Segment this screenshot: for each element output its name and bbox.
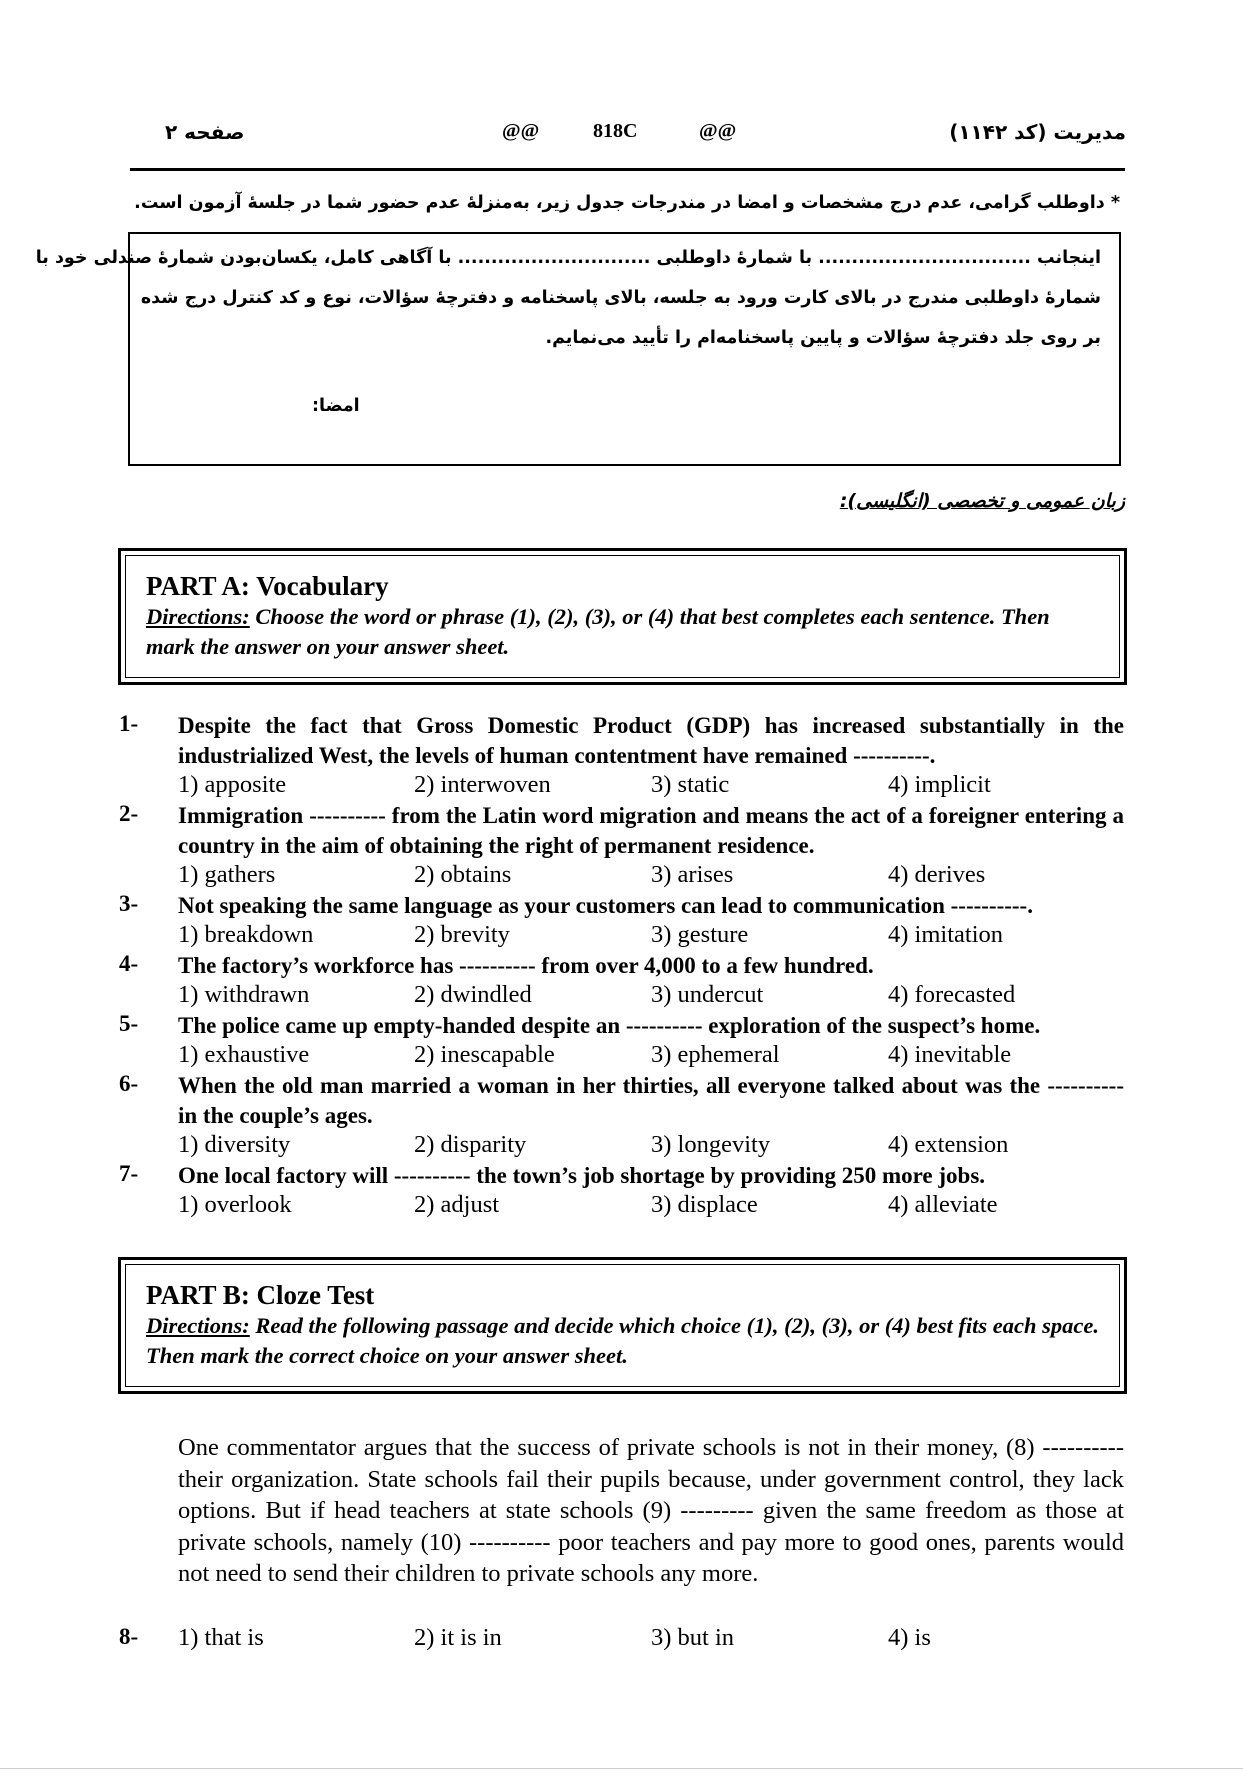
question-stem: Immigration ---------- from the Latin word migration and means the act of a foreigner entering a country in the aim of obtaining the right of permanent residence. <box>178 803 1124 858</box>
part-a-box <box>118 548 1127 685</box>
option-2[interactable]: 2) brevity <box>414 921 510 948</box>
part-a-directions <box>146 602 1099 662</box>
candidate-notice: * داوطلب گرامی، عدم درج مشخصات و امضا در مندرجات جدول زیر، به‌منزلهٔ عدم حضور شما در جلسهٔ آزمون است. <box>134 193 1120 213</box>
option-4[interactable]: 4) forecasted <box>888 981 1016 1008</box>
option-3[interactable]: 3) static <box>651 771 730 798</box>
signature-label: امضا: <box>312 396 360 416</box>
option-1[interactable]: 1) gathers <box>178 861 276 888</box>
part-b-directions <box>146 1311 1099 1371</box>
option-3[interactable]: 3) arises <box>651 861 734 888</box>
page-number: صفحه ۲ <box>165 120 245 144</box>
part-a-directions-label: Directions: <box>146 604 250 629</box>
question-number: 2- <box>119 801 139 826</box>
question-stem: Despite the fact that Gross Domestic Product (GDP) has increased substantially in the industrialized West, the levels of human contentment have remained ----------. <box>178 713 1124 768</box>
question-number: 8- <box>119 1624 139 1649</box>
header-divider <box>130 168 1125 171</box>
option-3[interactable]: 3) gesture <box>651 921 749 948</box>
question-number: 6- <box>119 1071 139 1096</box>
question-number: 5- <box>119 1011 139 1036</box>
question-stem: Not speaking the same language as your customers can lead to communication ----------. <box>178 893 1033 918</box>
option-3[interactable]: 3) longevity <box>651 1131 771 1158</box>
option-1[interactable]: 1) breakdown <box>178 921 314 948</box>
declaration-line-2: شمارهٔ داوطلبی مندرج در بالای کارت ورود به جلسه، بالای پاسخنامه و دفترچهٔ سؤالات، نوع و کد کنترل درج شده <box>140 288 1101 308</box>
option-3[interactable]: 3) displace <box>651 1191 758 1218</box>
question-stem: One local factory will ---------- the town’s job shortage by providing 250 more jobs. <box>178 1163 986 1188</box>
cloze-passage: One commentator argues that the success of private schools is not in their money, (8) ---------- their organization. State schools fail their pupils because, under government control, they lack options. But if head teachers at state schools (9) --------- given the same freedom as those at private schools, namely (10) ---------- poor teachers and pay more to good ones, parents would not need to send their children to private schools any more. <box>178 1434 1124 1587</box>
question-number: 7- <box>119 1161 139 1186</box>
option-4[interactable]: 4) implicit <box>888 771 991 798</box>
option-4[interactable]: 4) derives <box>888 861 986 888</box>
subject-code: مدیریت (کد ۱۱۴۲) <box>949 120 1126 144</box>
question-number: 1- <box>119 711 139 736</box>
option-4[interactable]: 4) inevitable <box>888 1041 1012 1068</box>
question-stem: The factory’s workforce has ---------- from over 4,000 to a few hundred. <box>178 953 874 978</box>
option-2[interactable]: 2) adjust <box>414 1191 500 1218</box>
part-b-directions-text: Read the following passage and decide which choice (1), (2), (3), or (4) best fits each space. Then mark the correct choice on your answer sheet. <box>146 1313 1100 1368</box>
option-3[interactable]: 3) but in <box>651 1624 735 1651</box>
option-4[interactable]: 4) extension <box>888 1131 1009 1158</box>
option-2[interactable]: 2) disparity <box>414 1131 527 1158</box>
header-marker-right: @@ <box>699 120 737 142</box>
question-number: 4- <box>119 951 139 976</box>
booklet-code: 818C <box>593 120 638 142</box>
option-1[interactable]: 1) overlook <box>178 1191 292 1218</box>
option-4[interactable]: 4) imitation <box>888 921 1003 948</box>
header-marker-left: @@ <box>502 120 540 142</box>
part-b-box <box>118 1257 1127 1394</box>
page-bottom-edge <box>0 1768 1243 1769</box>
part-b-directions-label: Directions: <box>146 1313 250 1338</box>
option-2[interactable]: 2) inescapable <box>414 1041 555 1068</box>
question-stem: The police came up empty-handed despite an ---------- exploration of the suspect’s home. <box>178 1013 1041 1038</box>
question-number: 3- <box>119 891 139 916</box>
option-3[interactable]: 3) undercut <box>651 981 764 1008</box>
option-1[interactable]: 1) withdrawn <box>178 981 310 1008</box>
part-b-title: PART B: Cloze Test <box>146 1280 375 1310</box>
declaration-line-1: اینجانب ................................ با شمارهٔ داوطلبی ............................. با آگاهی کامل، یکسان‌بودن شمارهٔ صندلی خود با <box>35 248 1101 268</box>
part-a-title: PART A: Vocabulary <box>146 571 389 601</box>
part-a-directions-text: Choose the word or phrase (1), (2), (3), or (4) that best completes each sentence. Then mark the answer on your answer sheet. <box>146 604 1050 659</box>
option-2[interactable]: 2) obtains <box>414 861 512 888</box>
option-1[interactable]: 1) that is <box>178 1624 264 1651</box>
option-2[interactable]: 2) it is in <box>414 1624 502 1651</box>
option-4[interactable]: 4) is <box>888 1624 931 1651</box>
option-4[interactable]: 4) alleviate <box>888 1191 998 1218</box>
option-1[interactable]: 1) exhaustive <box>178 1041 310 1068</box>
option-2[interactable]: 2) interwoven <box>414 771 551 798</box>
section-subject-title: زبان عمومی و تخصصی (انگلیسی): <box>839 490 1125 512</box>
question-stem: When the old man married a woman in her thirties, all everyone talked about was the ---------- in the couple’s ages. <box>178 1073 1124 1128</box>
declaration-line-3: بر روی جلد دفترچهٔ سؤالات و پایین پاسخنامه‌ام را تأیید می‌نمایم. <box>545 328 1101 348</box>
option-2[interactable]: 2) dwindled <box>414 981 532 1008</box>
declaration-box <box>35 232 1121 466</box>
option-1[interactable]: 1) apposite <box>178 771 287 798</box>
option-3[interactable]: 3) ephemeral <box>651 1041 780 1068</box>
option-1[interactable]: 1) diversity <box>178 1131 291 1158</box>
